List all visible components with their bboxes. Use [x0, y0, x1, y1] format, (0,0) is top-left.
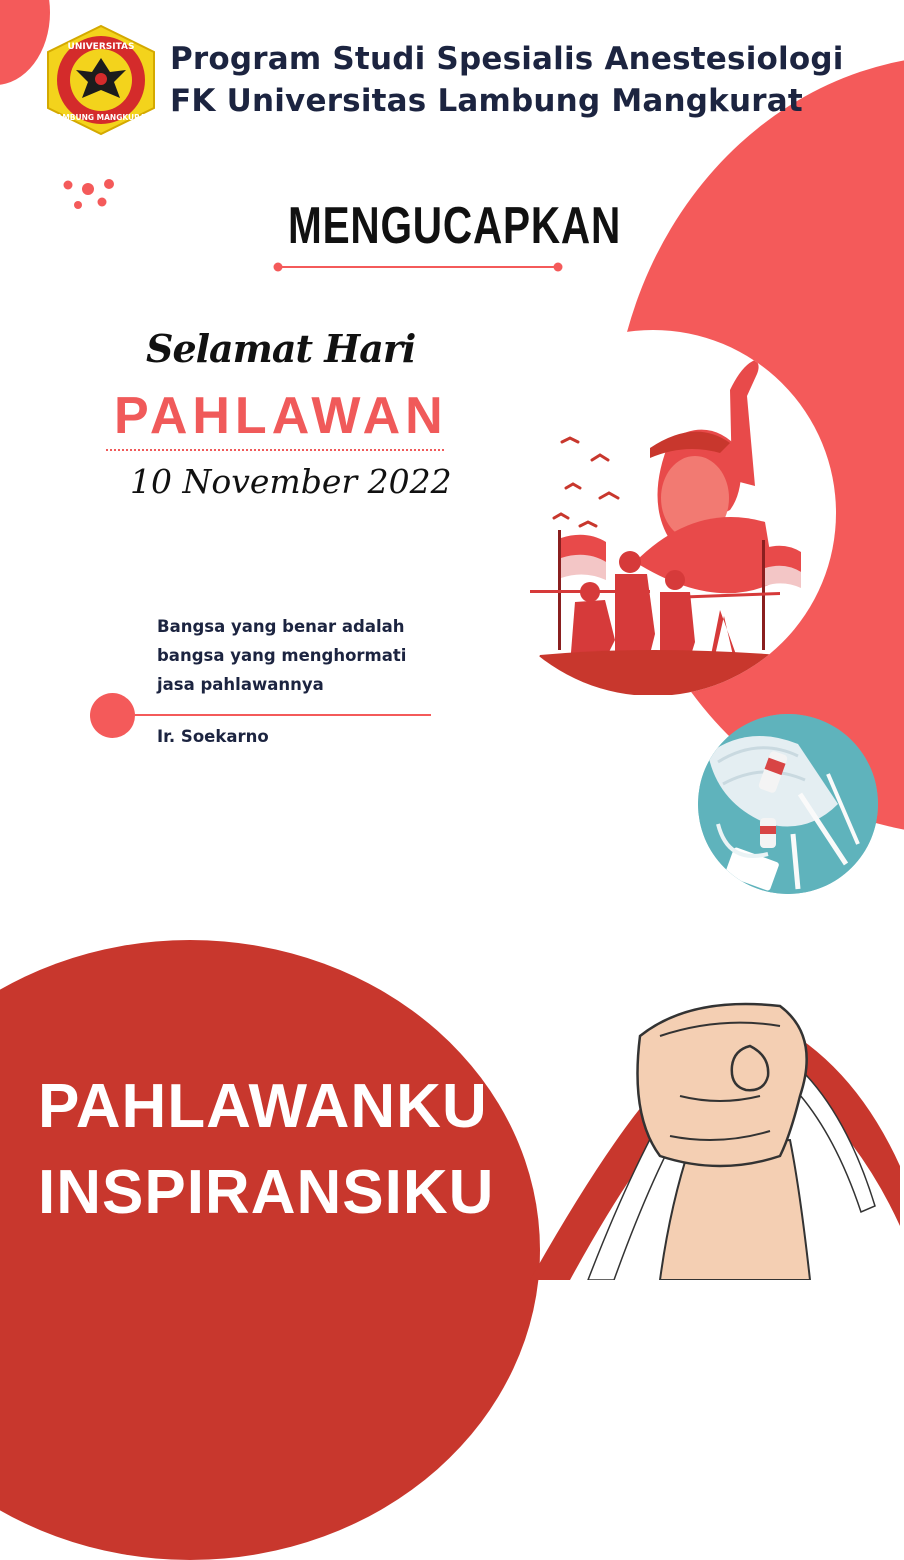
pahlawan-dotted-line [106, 449, 444, 451]
logo-text-bottom: LAMBUNG MANGKURAT [51, 113, 151, 122]
heading-underline [270, 260, 566, 274]
slogan-line-2: INSPIRANSIKU [38, 1158, 495, 1227]
decorative-dots [60, 176, 120, 214]
quote-divider [135, 714, 431, 716]
fist-flag-illustration [500, 996, 904, 1280]
logo-text-top: UNIVERSITAS [67, 42, 135, 52]
mengucapkan-heading: MENGUCAPKAN [288, 197, 622, 255]
header-program-title: Program Studi Spesialis Anestesiologi [170, 41, 844, 77]
quote-line-1: Bangsa yang benar adalah [157, 617, 405, 636]
quote-author: Ir. Soekarno [157, 727, 269, 746]
slogan-line-1: PAHLAWANKU [38, 1072, 488, 1141]
medical-photo-circle [698, 714, 878, 894]
heroes-illustration [470, 330, 836, 696]
university-logo [44, 24, 158, 136]
quote-line-2: bangsa yang menghormati [157, 646, 407, 665]
hero-illustration-circle [470, 330, 836, 696]
selamat-hari-text: Selamat Hari [146, 326, 416, 371]
event-date: 10 November 2022 [130, 462, 452, 501]
pahlawan-heading: PAHLAWAN [114, 387, 448, 445]
vaccine-syringes-illustration [698, 714, 878, 894]
bottom-red-blob [0, 940, 540, 1560]
quote-line-3: jasa pahlawannya [157, 675, 324, 694]
corner-red-circle [0, 0, 50, 85]
header-faculty-title: FK Universitas Lambung Mangkurat [170, 83, 803, 119]
quote-bullet-circle [90, 693, 135, 738]
